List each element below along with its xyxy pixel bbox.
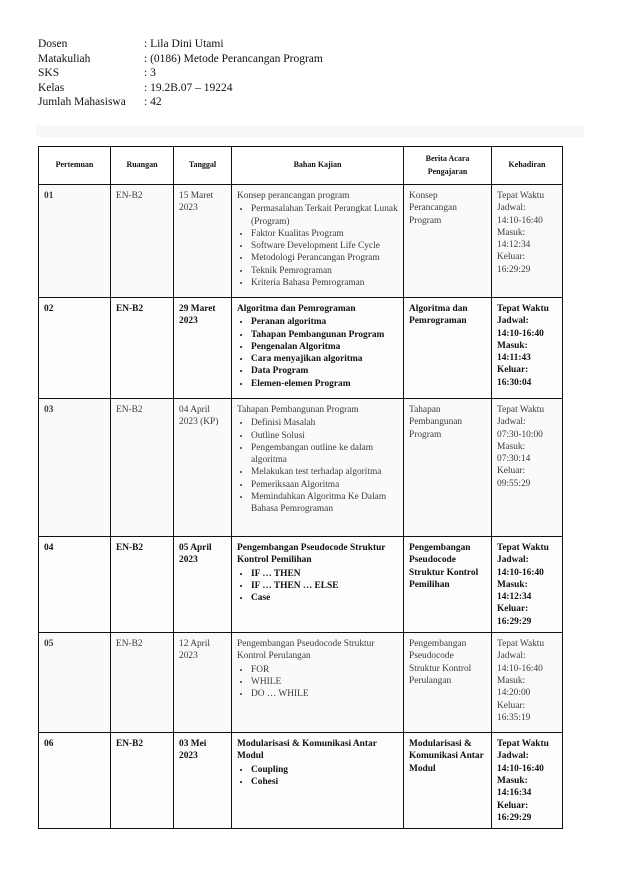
topic-list-item: • Elemen-elemen Program (251, 378, 398, 390)
info-row-dosen (38, 37, 323, 52)
cell-pertemuan: 05 (39, 633, 111, 733)
info-label: Kelas (38, 81, 65, 94)
topic-list-item: • Teknik Pemrograman (251, 265, 398, 277)
cell-tanggal: 04 April 2023 (KP) (174, 399, 232, 537)
cell-ruangan: EN-B2 (111, 633, 174, 733)
attendance-table (38, 146, 563, 829)
cell-tanggal: 03 Mei 2023 (174, 733, 232, 829)
kehadiran-line: 14:12:34 (497, 240, 531, 251)
kehadiran-line: 14:16:34 (497, 788, 532, 799)
cell-ruangan: EN-B2 (111, 733, 174, 829)
kehadiran-line: Tepat Waktu (497, 405, 545, 415)
kehadiran-line: 14:10-16:40 (497, 663, 543, 674)
info-value: : 42 (144, 96, 162, 108)
cell-kehadiran (492, 298, 563, 399)
kehadiran-line: Keluar: (497, 365, 529, 376)
kehadiran-line: Jadwal: (497, 316, 529, 327)
cell-ruangan: EN-B2 (111, 185, 174, 298)
cell-berita-acara: Pengembangan Pseudocode Struktur Kontrol Pemilihan (404, 537, 492, 633)
cell-ruangan: EN-B2 (111, 298, 174, 399)
kehadiran-line: 07:30:14 (497, 454, 531, 465)
cell-kehadiran (492, 185, 563, 298)
kehadiran-line: 07:30-10:00 (497, 429, 543, 440)
table-row (39, 537, 563, 633)
cell-tanggal: 12 April 2023 (174, 633, 232, 733)
table-row (39, 399, 563, 537)
info-label: Jumlah Mahasiswa (38, 96, 126, 108)
topic-list (237, 568, 398, 605)
info-label: Dosen (38, 38, 68, 50)
topic-list-item: • DO … WHILE (251, 688, 398, 700)
cell-pertemuan: 06 (39, 733, 111, 829)
kehadiran-line: 14:10-16:40 (497, 763, 544, 774)
table-row (39, 298, 563, 399)
cell-bahan-kajian (232, 298, 404, 399)
kehadiran-line: Keluar: (497, 252, 526, 263)
topic-list-item: • Permasalahan Terkait Perangkat Lunak (Program) (251, 203, 398, 228)
cell-kehadiran (492, 633, 563, 733)
cell-kehadiran (492, 537, 563, 633)
info-value: : 3 (144, 67, 156, 79)
topic-title: Pengembangan Pseudocode Struktur Kontrol Pemilihan (237, 543, 386, 566)
cell-ruangan: EN-B2 (111, 537, 174, 633)
topic-list (237, 664, 398, 701)
cell-bahan-kajian (232, 633, 404, 733)
cell-kehadiran (492, 399, 563, 537)
topic-title: Algoritma dan Pemrograman (237, 304, 356, 314)
course-info-header (38, 37, 323, 110)
topic-list-item: • Peranan algoritma (251, 316, 398, 328)
cell-berita-acara: Tahapan Pembangunan Program (404, 399, 492, 537)
kehadiran-line: Masuk: (497, 227, 526, 238)
cell-pertemuan: 01 (39, 185, 111, 298)
col-header-kehadiran: Kehadiran (492, 147, 563, 185)
kehadiran-line: Jadwal: (497, 555, 529, 566)
kehadiran-line: Jadwal: (497, 417, 526, 428)
topic-list-item: • Software Development Life Cycle (251, 240, 398, 252)
kehadiran-line: Tepat Waktu (497, 191, 545, 201)
kehadiran-line: Masuk: (497, 441, 526, 452)
cell-bahan-kajian (232, 185, 404, 298)
info-row-sks (38, 66, 323, 81)
cell-berita-acara: Konsep Perancangan Program (404, 185, 492, 298)
kehadiran-line: 14:12:34 (497, 592, 532, 603)
kehadiran-line: 14:11:43 (497, 353, 531, 364)
kehadiran-line: Masuk: (497, 775, 528, 786)
table-row (39, 733, 563, 829)
topic-list-item: • Cara menyajikan algoritma (251, 353, 398, 365)
topic-list-item: • Pengembangan outline ke dalam algoritma (251, 442, 398, 467)
col-header-berita-acara: Berita Acara Pengajaran (404, 147, 492, 185)
topic-list-item: • Kriteria Bahasa Pemrograman (251, 277, 398, 289)
kehadiran-line: 14:10-16:40 (497, 567, 544, 578)
info-value: : (0186) Metode Perancangan Program (144, 52, 323, 65)
topic-list-item: • IF … THEN … ELSE (251, 580, 398, 592)
cell-tanggal: 15 Maret 2023 (174, 185, 232, 298)
topic-list (237, 417, 398, 515)
info-value: : Lila Dini Utami (144, 38, 224, 50)
kehadiran-line: 14:10-16:40 (497, 328, 544, 339)
topic-list-item: • Pengenalan Algoritma (251, 341, 398, 353)
topic-title: Pengembangan Pseudocode Struktur Kontrol Perulangan (237, 639, 375, 662)
kehadiran-line: Tepat Waktu (497, 639, 545, 650)
kehadiran-line: Tepat Waktu (497, 543, 549, 553)
kehadiran-line: Masuk: (497, 579, 528, 590)
topic-list-item: • Cohesi (251, 776, 398, 788)
topic-list-item: • WHILE (251, 676, 398, 688)
kehadiran-line: 16:30:04 (497, 377, 532, 388)
separator-band (36, 126, 584, 137)
cell-pertemuan: 03 (39, 399, 111, 537)
col-header-tanggal: Tanggal (174, 147, 232, 185)
kehadiran-line: Keluar: (497, 466, 526, 477)
topic-list-item: • Case (251, 592, 398, 604)
kehadiran-line: Tepat Waktu (497, 739, 549, 750)
topic-list (237, 203, 398, 289)
info-label: Matakuliah (38, 52, 91, 65)
col-header-bahan-kajian: Bahan Kajian (232, 147, 404, 185)
cell-bahan-kajian (232, 537, 404, 633)
info-row-jumlah-mahasiswa (38, 95, 323, 110)
kehadiran-line: Masuk: (497, 675, 526, 686)
topic-list (237, 764, 398, 789)
cell-berita-acara: Pengembangan Pseudocode Struktur Kontrol Perulangan (404, 633, 492, 733)
topic-list-item: • FOR (251, 664, 398, 676)
cell-pertemuan: 02 (39, 298, 111, 399)
cell-tanggal: 29 Maret 2023 (174, 298, 232, 399)
cell-pertemuan: 04 (39, 537, 111, 633)
topic-list-item: • Tahapan Pembangunan Program (251, 329, 398, 341)
topic-list-item: • Pemeriksaan Algoritma (251, 479, 398, 491)
topic-list-item: • Memindahkan Algoritma Ke Dalam Bahasa Pemrograman (251, 491, 398, 516)
table-row (39, 633, 563, 733)
cell-ruangan: EN-B2 (111, 399, 174, 537)
col-header-pertemuan: Pertemuan (39, 147, 111, 185)
kehadiran-line: 14:20:00 (497, 688, 531, 699)
table-header-row (39, 147, 563, 185)
table-row (39, 185, 563, 298)
kehadiran-line: Jadwal: (497, 751, 529, 762)
kehadiran-line: 09:55:29 (497, 478, 531, 489)
topic-list-item: • IF … THEN (251, 568, 398, 580)
topic-title: Konsep perancangan program (237, 191, 350, 201)
cell-berita-acara: Algoritma dan Pemrograman (404, 298, 492, 399)
info-label: SKS (38, 67, 60, 79)
kehadiran-line: 16:29:29 (497, 812, 532, 823)
kehadiran-line: 14:10-16:40 (497, 215, 543, 226)
cell-berita-acara: Modularisasi & Komunikasi Antar Modul (404, 733, 492, 829)
col-header-ruangan: Ruangan (111, 147, 174, 185)
topic-list-item: • Definisi Masalah (251, 417, 398, 429)
cell-bahan-kajian (232, 733, 404, 829)
kehadiran-line: 16:29:29 (497, 616, 532, 627)
topic-title: Modularisasi & Komunikasi Antar Modul (237, 739, 377, 762)
kehadiran-line: 16:29:29 (497, 264, 531, 275)
topic-title: Tahapan Pembangunan Program (237, 405, 359, 415)
info-row-matakuliah (38, 52, 323, 67)
kehadiran-line: 16:35:19 (497, 712, 531, 723)
topic-list-item: • Melakukan test terhadap algoritma (251, 466, 398, 478)
info-row-kelas (38, 81, 323, 96)
topic-list-item: • Metodologi Perancangan Program (251, 252, 398, 264)
topic-list-item: • Faktor Kualitas Program (251, 228, 398, 240)
topic-list-item: • Outline Solusi (251, 430, 398, 442)
kehadiran-line: Keluar: (497, 604, 529, 615)
cell-kehadiran (492, 733, 563, 829)
cell-tanggal: 05 April 2023 (174, 537, 232, 633)
kehadiran-line: Keluar: (497, 700, 526, 711)
topic-list-item: • Coupling (251, 764, 398, 776)
topic-list-item: • Data Program (251, 365, 398, 377)
info-value: : 19.2B.07 – 19224 (144, 81, 233, 94)
topic-list (237, 316, 398, 390)
kehadiran-line: Masuk: (497, 340, 528, 351)
kehadiran-line: Tepat Waktu (497, 304, 549, 314)
kehadiran-line: Keluar: (497, 800, 529, 811)
kehadiran-line: Jadwal: (497, 651, 526, 662)
cell-bahan-kajian (232, 399, 404, 537)
kehadiran-line: Jadwal: (497, 203, 526, 214)
